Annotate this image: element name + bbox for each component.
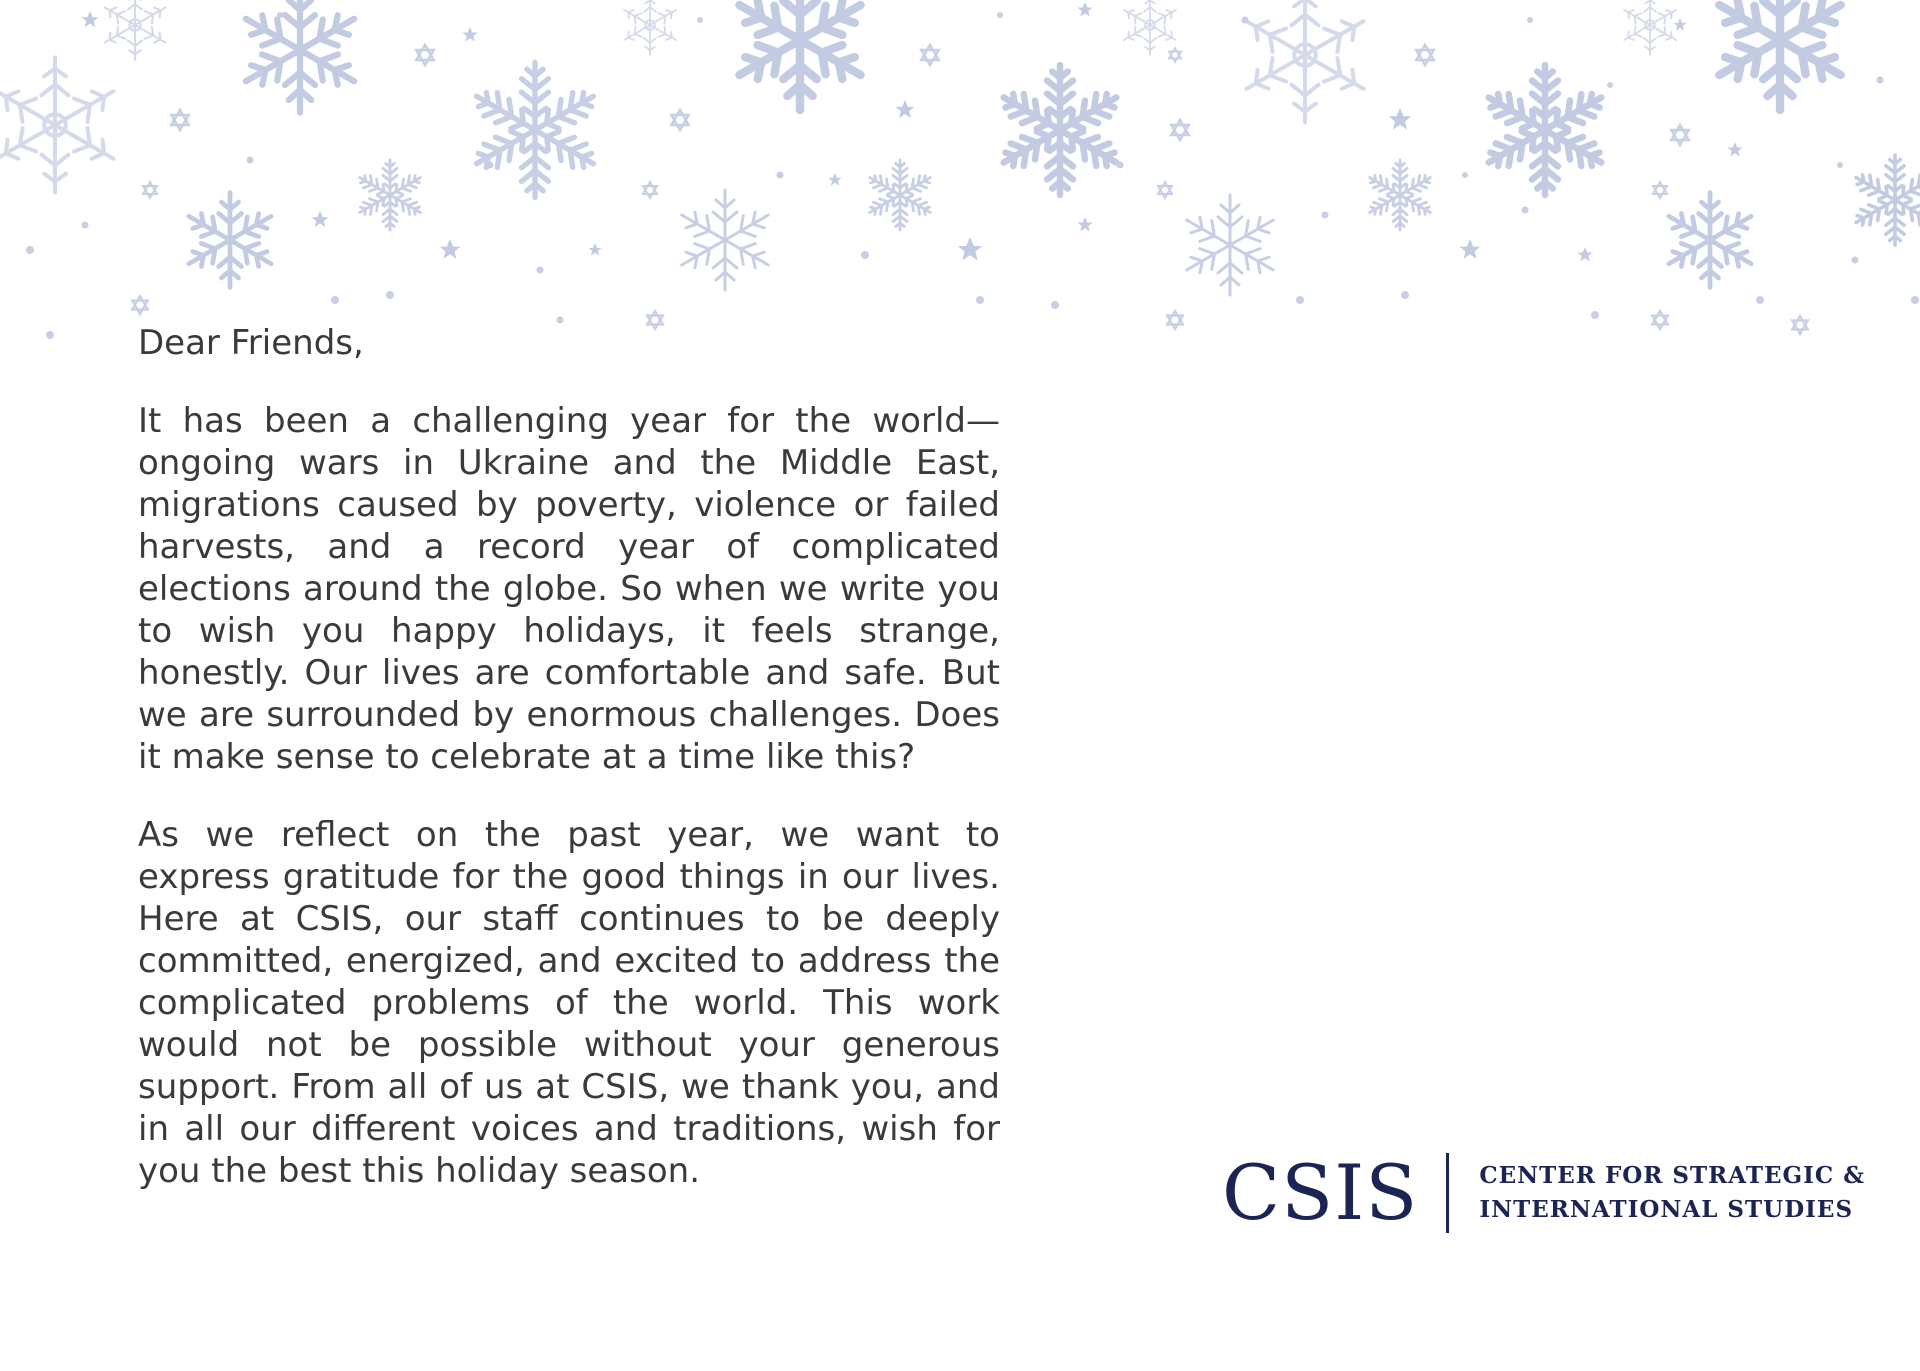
snowflake-icon (356, 160, 424, 230)
snowflake-icon (676, 190, 775, 290)
snowflake-icon (1663, 193, 1757, 288)
organization-name (1479, 1159, 1865, 1227)
organization-name-line2: INTERNATIONAL STUDIES (1479, 1196, 1854, 1223)
snowflake-icon (1121, 0, 1179, 55)
letter-body (138, 322, 1000, 1228)
snowflake-icon (1621, 0, 1679, 55)
snowflake-icon (101, 0, 169, 60)
snowflake-icon (238, 0, 361, 113)
letter-paragraph: As we reflect on the past year, we want to express gratitude for the good things in our lives. Here at CSIS, our staff continues to be deeply committed, energized, and excited to address the complicated problems of the world. This work would not be possible without your generous support. From all of us at CSIS, we thank you, and in all our different voices and traditions, wish for you the best this holiday season. (138, 815, 1000, 1191)
snowflake-icon (183, 193, 277, 288)
snowflake-icon (866, 160, 934, 230)
snowflake-icon (470, 63, 600, 198)
snowflake-icon (997, 65, 1123, 195)
salutation: Dear Friends, (138, 323, 364, 363)
snowflake-icon (731, 0, 869, 110)
snowflake-icon (621, 0, 679, 55)
csis-logo (1222, 1148, 1865, 1237)
csis-wordmark: CSIS (1222, 1148, 1419, 1237)
snowflake-icon (1852, 155, 1920, 245)
organization-name-line1: CENTER FOR STRATEGIC & (1479, 1162, 1865, 1189)
snowflake-icon (1482, 65, 1608, 195)
logo-divider (1446, 1153, 1449, 1233)
snowflake-icon (1181, 195, 1280, 295)
snowflake-icon (1366, 160, 1434, 230)
snowflake-icon (0, 58, 120, 193)
snowflake-icon (1240, 0, 1370, 122)
letter-paragraph: It has been a challenging year for the world—ongoing wars in Ukraine and the Middle East, migrations caused by poverty, violence or failed harvests, and a record year of complicated elections around the globe. So when we write you to wish you happy holidays, it feels strange, honestly. Our lives are comfortable and safe. But we are surrounded by enormous challenges. Does it make sense to celebrate at a time like this? (138, 401, 1000, 777)
snow-dots (26, 12, 1919, 339)
snowflake-banner (0, 0, 1920, 360)
snowflake-icon (1711, 0, 1849, 110)
